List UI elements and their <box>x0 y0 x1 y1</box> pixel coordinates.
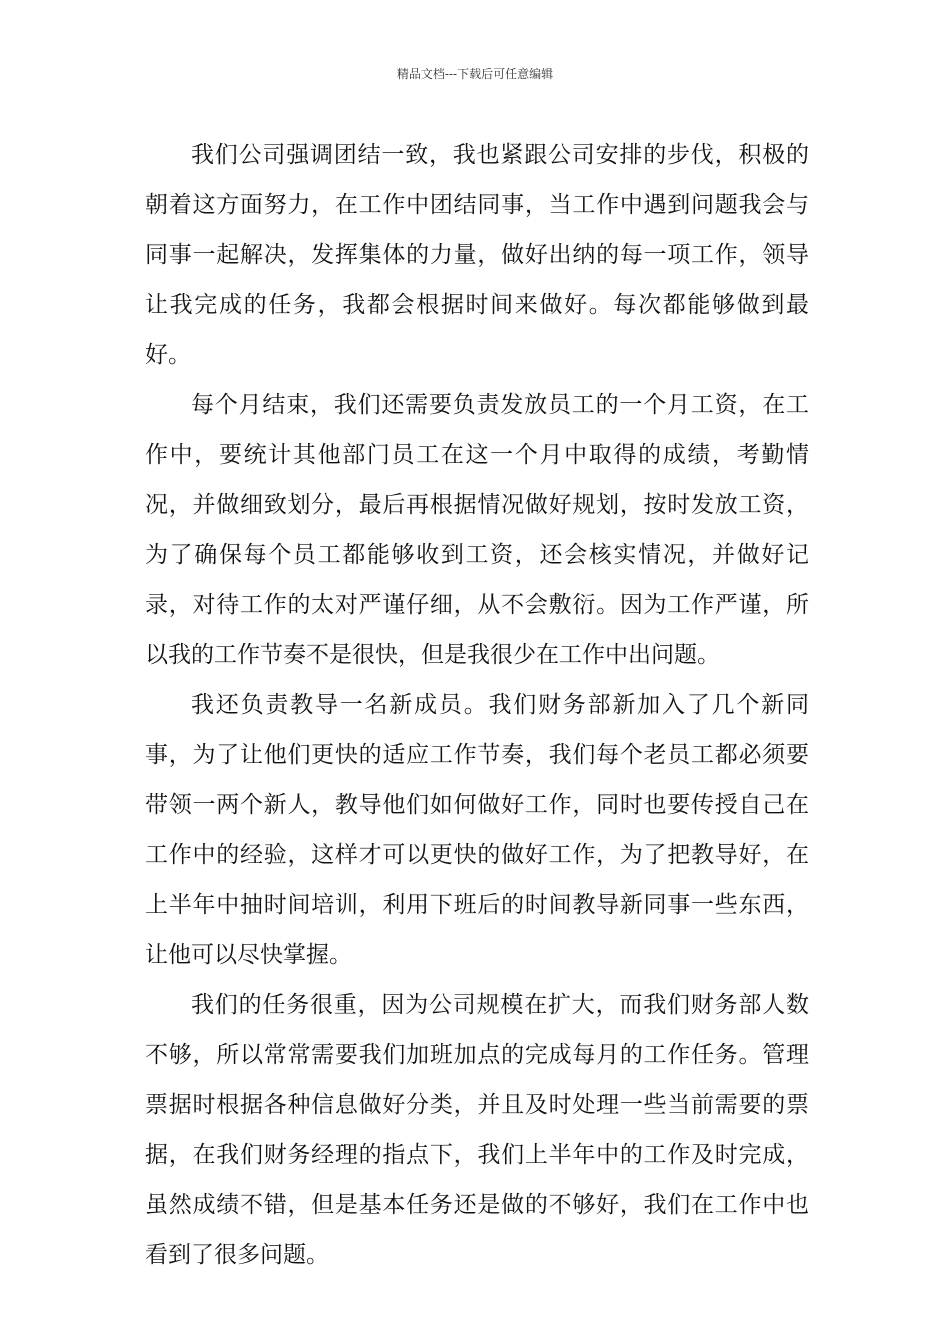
paragraph-salary: 每个月结束，我们还需要负责发放员工的一个月工资，在工作中，要统计其他部门员工在这一个月中取得的成绩，考勤情况，并做细致划分，最后再根据情况做好规划，按时发放工资，为了确保每个员工都能够收到工资，还会核实情况，并做好记录，对待工作的太对严谨仔细，从不会敷衍。因为工作严谨，所以我的工作节奏不是很快，但是我很少在工作中出问题。 <box>145 392 809 668</box>
paragraph-teamwork: 我们公司强调团结一致，我也紧跟公司安排的步伐，积极的朝着这方面努力，在工作中团结同事，当工作中遇到问题我会与同事一起解决，发挥集体的力量，做好出纳的每一项工作，领导让我完成的任务，我都会根据时间来做好。每次都能够做到最好。 <box>145 142 809 368</box>
paragraph-workload: 我们的任务很重，因为公司规模在扩大，而我们财务部人数不够，所以常常需要我们加班加点的完成每月的工作任务。管理票据时根据各种信息做好分类，并且及时处理一些当前需要的票据，在我们财务经理的指点下，我们上半年中的工作及时完成，虽然成绩不错，但是基本任务还是做的不够好，我们在工作中也看到了很多问题。 <box>145 992 809 1268</box>
paragraph-mentoring: 我还负责教导一名新成员。我们财务部新加入了几个新同事，为了让他们更快的适应工作节奏，我们每个老员工都必须要带领一两个新人，教导他们如何做好工作，同时也要传授自己在工作中的经验，这样才可以更快的做好工作，为了把教导好，在上半年中抽时间培训，利用下班后的时间教导新同事一些东西，让他可以尽快掌握。 <box>145 692 809 968</box>
document-body <box>145 130 809 1280</box>
page-header: 精品文档---下载后可任意编辑 <box>396 67 554 81</box>
